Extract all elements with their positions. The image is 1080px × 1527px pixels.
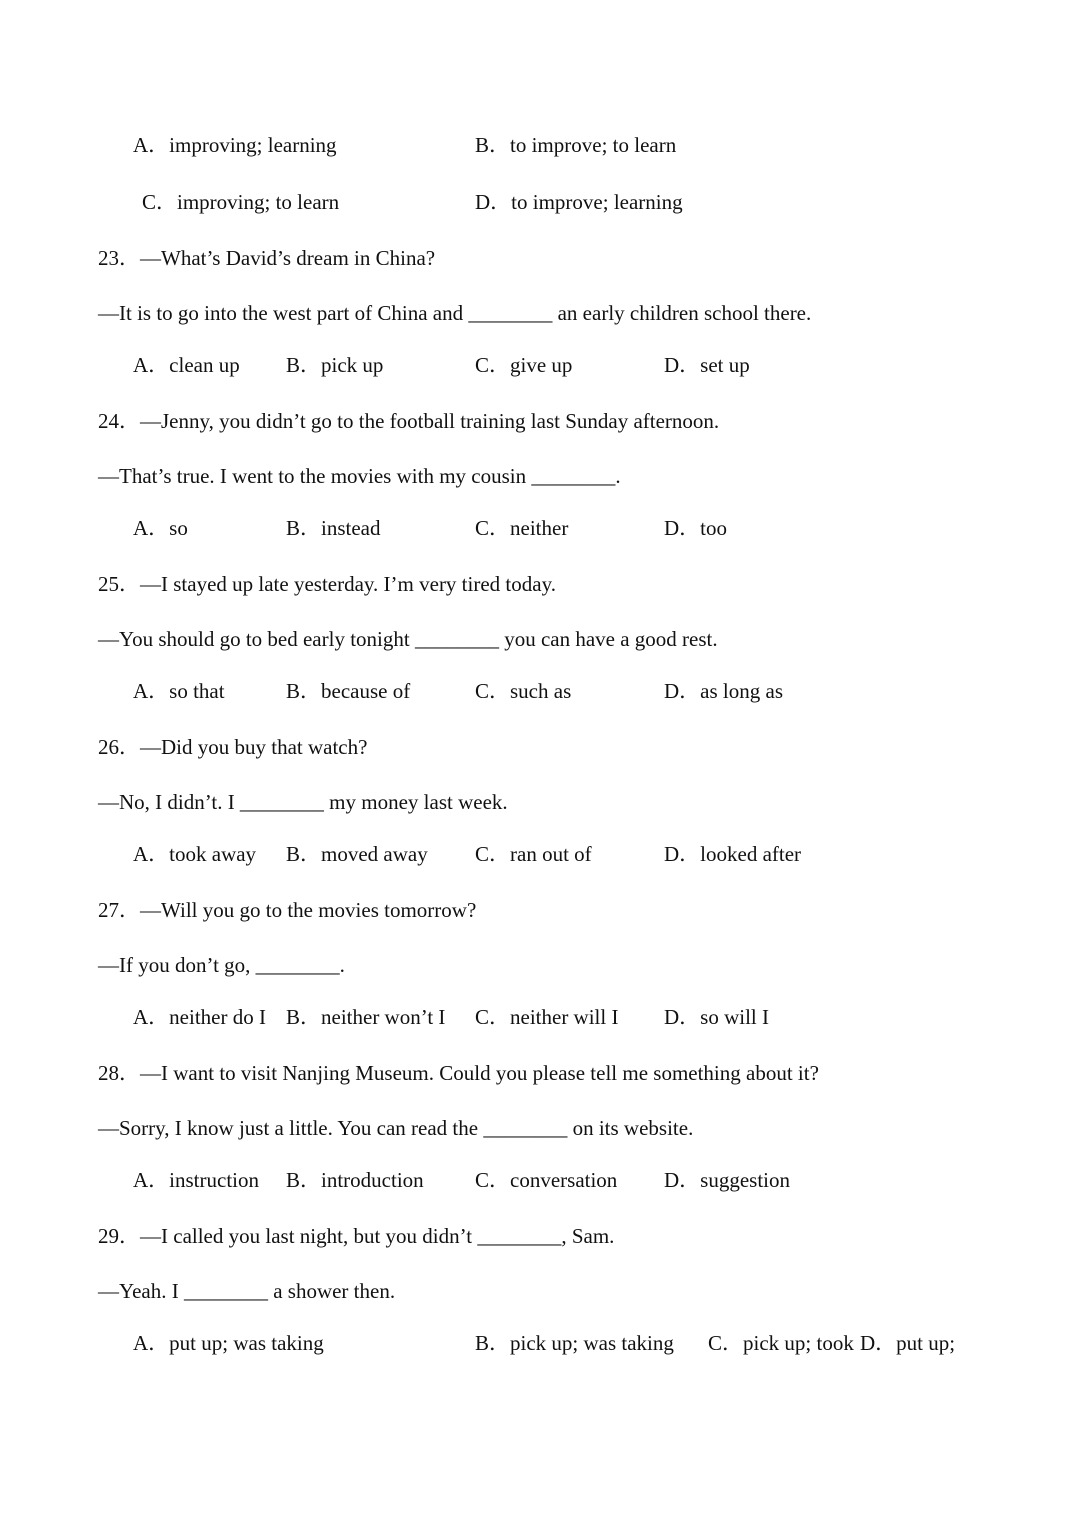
q24-option-b: B．instead [286,516,381,540]
q24-answer: —That’s true. I went to the movies with my cousin ________. [98,464,621,488]
q23-option-d: D．set up [664,353,750,377]
q23-question: 23．—What’s David’s dream in China? [98,246,436,270]
q22-option-a: A．improving; learning [133,133,337,157]
q26-option-d: D．looked after [664,842,802,866]
q25-option-b: B．because of [286,679,411,703]
q29-question: 29．—I called you last night, but you didn’t ________, Sam. [98,1224,615,1248]
q26-option-c: C．ran out of [475,842,592,866]
q25-option-c: C．such as [475,679,572,703]
q27-option-b: B．neither won’t I [286,1005,446,1029]
q23-option-b: B．pick up [286,353,384,377]
q26-question: 26．—Did you buy that watch? [98,735,368,759]
q29-option-b: B．pick up; was taking [475,1331,674,1355]
q22-option-d: D．to improve; learning [475,190,683,214]
q26-answer: —No, I didn’t. I ________ my money last week. [98,790,508,814]
q28-option-b: B．introduction [286,1168,424,1192]
q23-option-a: A．clean up [133,353,240,377]
q29-option-d: D．put up; [860,1331,956,1355]
q24-option-d: D．too [664,516,727,540]
q28-question: 28．—I want to visit Nanjing Museum. Could you please tell me something about it? [98,1061,819,1085]
q26-option-a: A．took away [133,842,257,866]
q27-option-c: C．neither will I [475,1005,619,1029]
q27-option-a: A．neither do I [133,1005,266,1029]
q23-option-c: C．give up [475,353,573,377]
q24-question: 24．—Jenny, you didn’t go to the football training last Sunday afternoon. [98,409,720,433]
q22-option-c: C．improving; to learn [142,190,340,214]
q29-answer: —Yeah. I ________ a shower then. [98,1279,396,1303]
q25-answer: —You should go to bed early tonight ________ you can have a good rest. [98,627,718,651]
q27-option-d: D．so will I [664,1005,769,1029]
q23-answer: —It is to go into the west part of China and ________ an early children school there. [98,301,812,325]
q24-option-a: A．so [133,516,188,540]
q28-option-a: A．instruction [133,1168,259,1192]
q28-answer: —Sorry, I know just a little. You can read the ________ on its website. [98,1116,694,1140]
q27-answer: —If you don’t go, ________. [98,953,345,977]
q28-option-d: D．suggestion [664,1168,790,1192]
q25-option-a: A．so that [133,679,225,703]
q29-option-c: C．pick up; took [708,1331,854,1355]
q25-option-d: D．as long as [664,679,783,703]
q28-option-c: C．conversation [475,1168,618,1192]
q26-option-b: B．moved away [286,842,428,866]
q29-option-a: A．put up; was taking [133,1331,324,1355]
q25-question: 25．—I stayed up late yesterday. I’m very tired today. [98,572,556,596]
q24-option-c: C．neither [475,516,569,540]
q22-option-b: B．to improve; to learn [475,133,677,157]
q27-question: 27．—Will you go to the movies tomorrow? [98,898,477,922]
